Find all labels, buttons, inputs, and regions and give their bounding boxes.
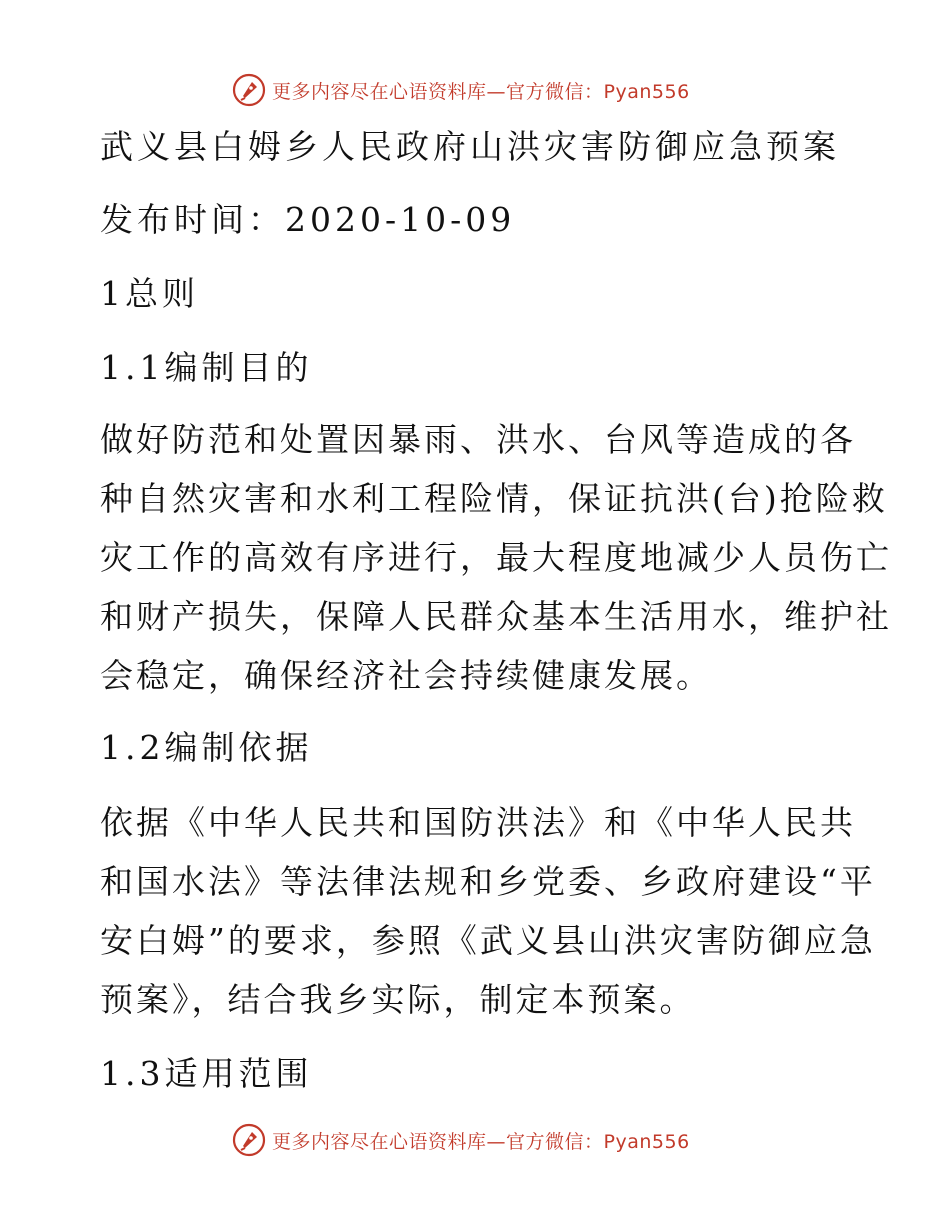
paragraph-line: 会稳定，确保经济社会持续健康发展。 [100, 656, 712, 695]
pen-nib-logo-icon [232, 1123, 266, 1157]
paragraph-line: 和国水法》等法律法规和乡党委、乡政府建设“平 [100, 862, 876, 901]
watermark-text: 更多内容尽在心语资料库—官方微信：Pyan556 [272, 1130, 690, 1153]
section-heading-1: 1总则 [100, 274, 199, 313]
document-title: 武义县白姆乡人民政府山洪灾害防御应急预案 [100, 127, 840, 166]
paragraph-line: 做好防范和处置因暴雨、洪水、台风等造成的各 [100, 420, 856, 459]
paragraph-line: 依据《中华人民共和国防洪法》和《中华人民共 [100, 803, 856, 842]
publish-time: 发布时间：2020-10-09 [100, 200, 516, 239]
section-heading-1-3: 1.3适用范围 [100, 1054, 313, 1093]
paragraph-line: 灾工作的高效有序进行，最大程度地减少人员伤亡 [100, 538, 892, 577]
paragraph-line: 种自然灾害和水利工程险情，保证抗洪(台)抢险救 [100, 479, 888, 518]
header-watermark-banner [232, 70, 690, 110]
paragraph-line: 安白姆”的要求，参照《武义县山洪灾害防御应急 [100, 921, 876, 960]
watermark-text: 更多内容尽在心语资料库—官方微信：Pyan556 [272, 80, 690, 103]
section-heading-1-1: 1.1编制目的 [100, 348, 313, 387]
paragraph-basis [100, 803, 876, 1039]
section-heading-1-2: 1.2编制依据 [100, 728, 313, 767]
footer-watermark-banner [232, 1120, 690, 1160]
paragraph-purpose [100, 420, 892, 715]
paragraph-line: 预案》，结合我乡实际，制定本预案。 [100, 980, 696, 1019]
paragraph-line: 和财产损失，保障人民群众基本生活用水，维护社 [100, 597, 892, 636]
pen-nib-logo-icon [232, 73, 266, 107]
